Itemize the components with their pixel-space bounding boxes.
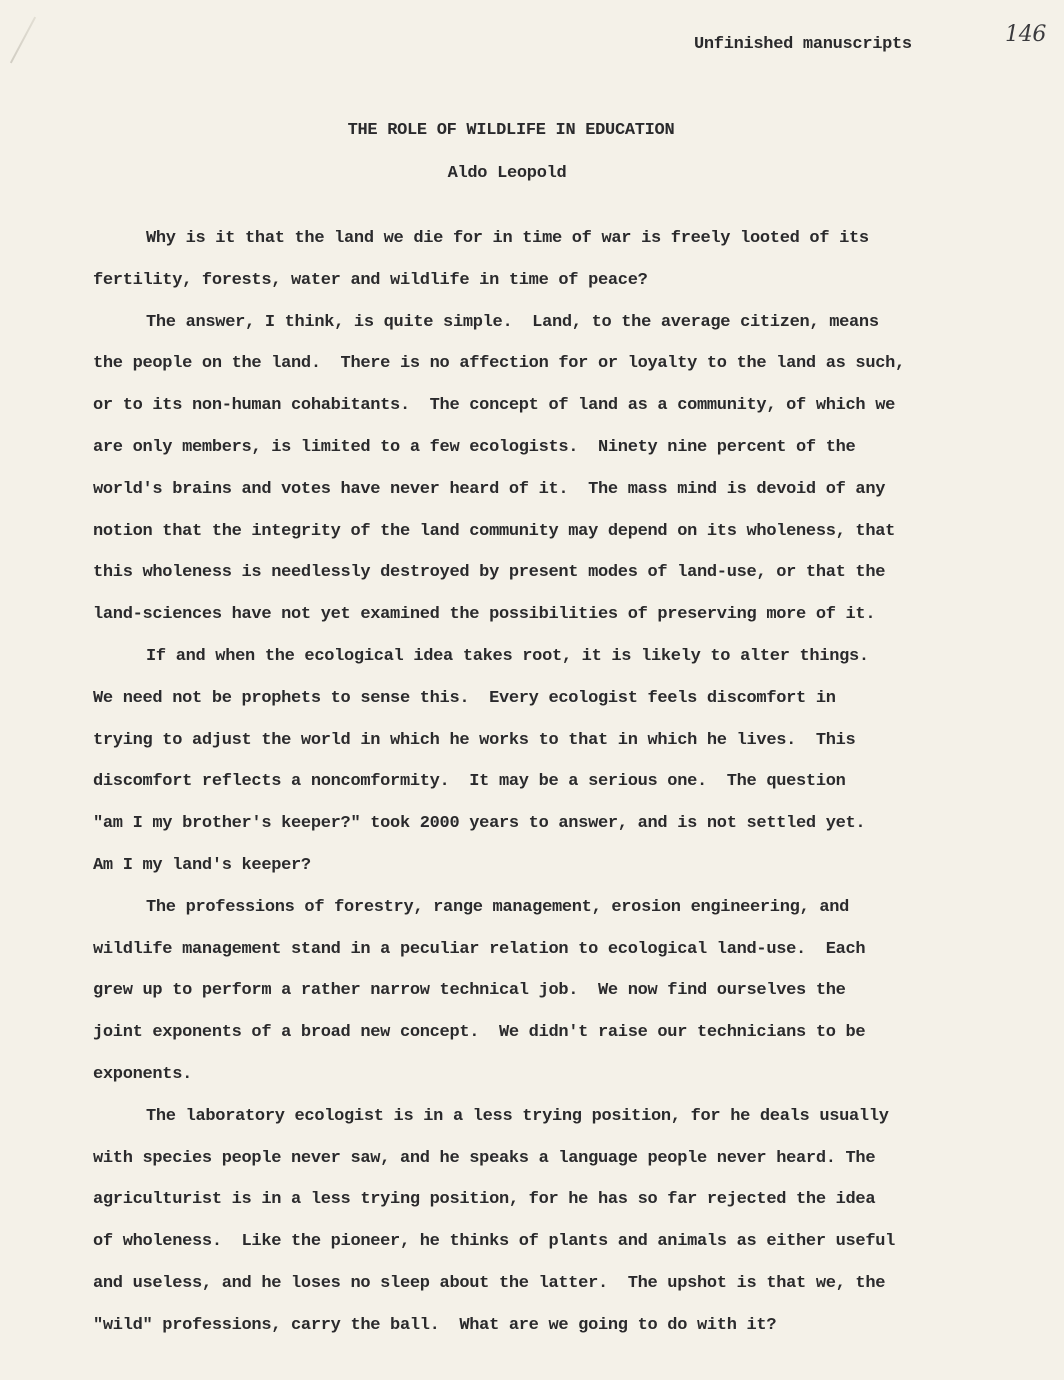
text-line: "wild" professions, carry the ball. What are we going to do with it? (93, 1315, 777, 1335)
body-text (93, 226, 973, 1355)
text-line: discomfort reflects a noncomformity. It may be a serious one. The question (93, 772, 846, 792)
text-line: and useless, and he loses no sleep about the latter. The upshot is that we, the (93, 1273, 886, 1293)
text-line: with species people never saw, and he speaks a language people never heard. The (93, 1148, 876, 1168)
text-line: The laboratory ecologist is in a less trying position, for he deals usually (146, 1106, 889, 1126)
collection-label: Unfinished manuscripts (694, 35, 912, 54)
text-line: notion that the integrity of the land community may depend on its wholeness, that (93, 521, 896, 541)
text-line: grew up to perform a rather narrow technical job. We now find ourselves the (93, 981, 846, 1001)
text-line: trying to adjust the world in which he works to that in which he lives. This (93, 730, 856, 750)
text-line: We need not be prophets to sense this. Every ecologist feels discomfort in (93, 688, 836, 708)
text-line: the people on the land. There is no affection for or loyalty to the land as such, (93, 354, 905, 374)
document-author: Aldo Leopold (447, 164, 567, 183)
text-line: this wholeness is needlessly destroyed by present modes of land-use, or that the (93, 563, 886, 583)
text-line: land-sciences have not yet examined the possibilities of preserving more of it. (93, 605, 876, 625)
document-title: THE ROLE OF WILDLIFE IN EDUCATION (347, 121, 675, 140)
text-line: Am I my land's keeper? (93, 855, 311, 875)
text-line: wildlife management stand in a peculiar relation to ecological land-use. Each (93, 939, 866, 959)
text-line: The professions of forestry, range management, erosion engineering, and (146, 897, 850, 917)
text-line: joint exponents of a broad new concept. We didn't raise our technicians to be (93, 1023, 866, 1043)
text-line: or to its non-human cohabitants. The concept of land as a community, of which we (93, 396, 896, 416)
margin-pencil-mark (10, 17, 36, 64)
handwritten-page-number: 146 (1005, 22, 1047, 47)
text-line: fertility, forests, water and wildlife in time of peace? (93, 270, 648, 290)
text-line: of wholeness. Like the pioneer, he thinks of plants and animals as either useful (93, 1232, 896, 1252)
text-line: agriculturist is in a less trying position, for he has so far rejected the idea (93, 1190, 876, 1210)
text-line: The answer, I think, is quite simple. Land, to the average citizen, means (146, 312, 879, 332)
text-line: world's brains and votes have never heard of it. The mass mind is devoid of any (93, 479, 886, 499)
text-line: exponents. (93, 1064, 193, 1084)
text-line: are only members, is limited to a few ecologists. Ninety nine percent of the (93, 437, 856, 457)
text-line: If and when the ecological idea takes root, it is likely to alter things. (146, 646, 869, 666)
text-line: Why is it that the land we die for in time of war is freely looted of its (146, 229, 869, 248)
text-line: "am I my brother's keeper?" took 2000 years to answer, and is not settled yet. (93, 814, 866, 834)
